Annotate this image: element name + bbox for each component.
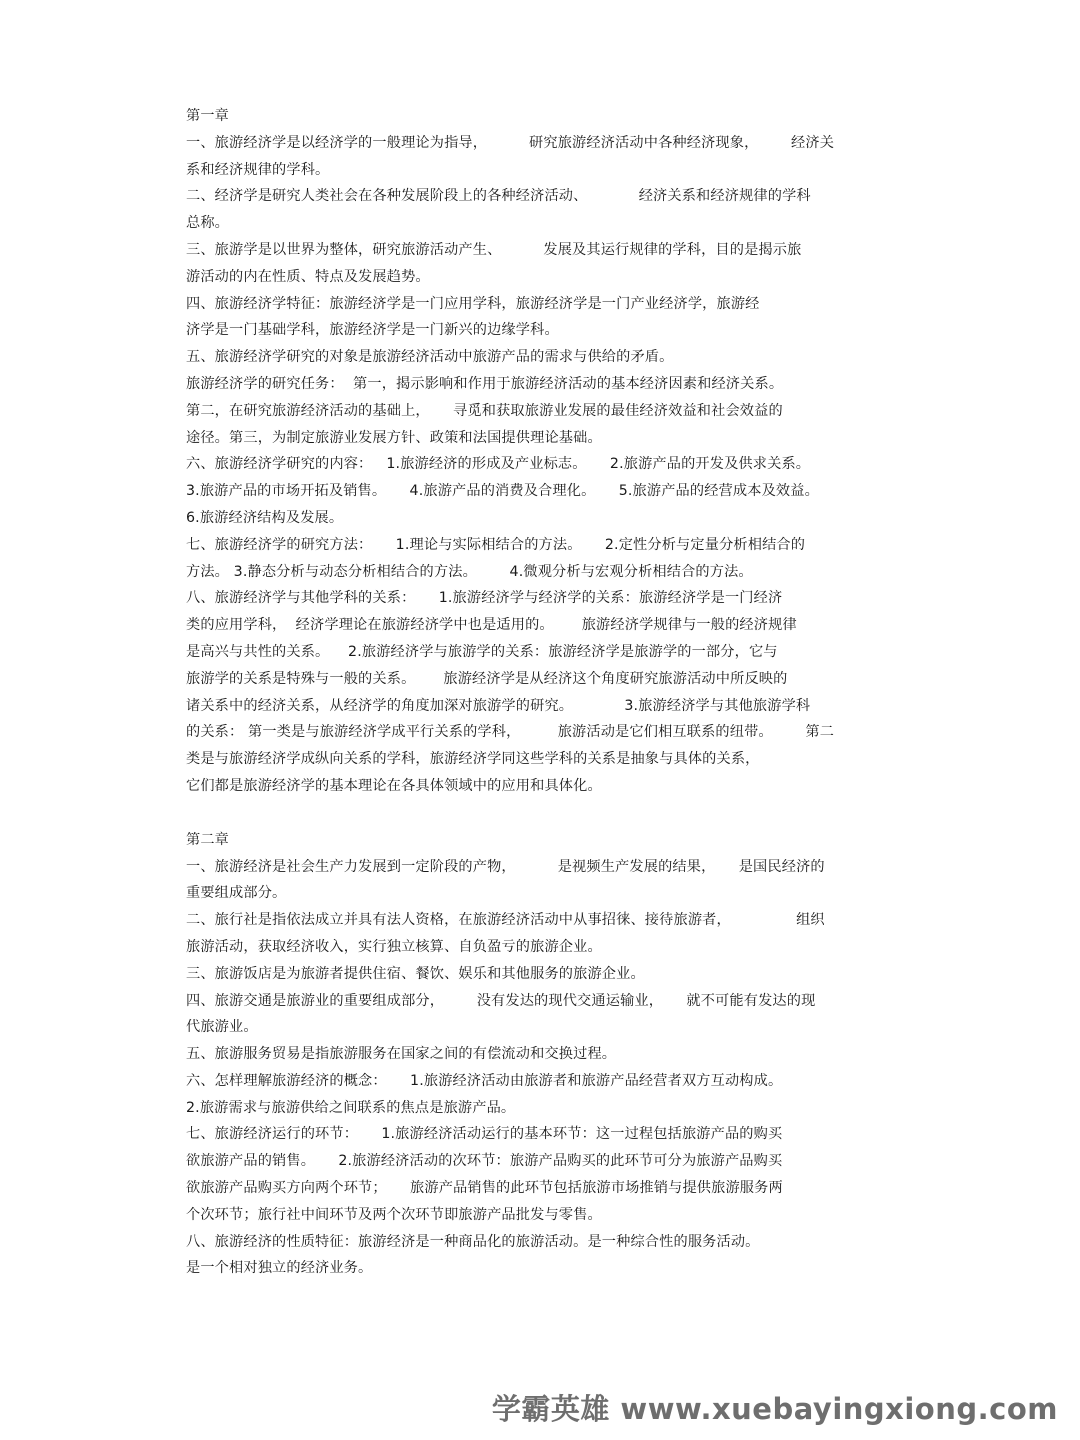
text-line: 济学是一门基础学科，旅游经济学是一门新兴的边缘学科。 bbox=[186, 322, 559, 339]
text-line: 第二，在研究旅游经济活动的基础上， 寻觅和获取旅游业发展的最佳经济效益和社会效益的 bbox=[186, 402, 783, 419]
text-line: 3.旅游产品的市场开拓及销售。 4.旅游产品的消费及合理化。 5.旅游产品的经营成本及效益。 bbox=[186, 483, 819, 500]
text-line: 八、旅游经济学与其他学科的关系： 1.旅游经济学与经济学的关系：旅游经济学是一门经济 bbox=[186, 590, 783, 607]
chapter-1-section bbox=[186, 103, 906, 800]
text-line: 二、旅行社是指依法成立并具有法人资格，在旅游经济活动中从事招徕、接待旅游者， 组织 bbox=[186, 912, 825, 929]
text-line: 三、旅游学是以世界为整体，研究旅游活动产生、 发展及其运行规律的学科，目的是揭示旅 bbox=[186, 241, 802, 258]
text-line: 它们都是旅游经济学的基本理论在各具体领域中的应用和具体化。 bbox=[186, 777, 602, 794]
chapter-2-title: 第二章 bbox=[186, 831, 230, 848]
text-line: 旅游活动，获取经济收入，实行独立核算、自负盈亏的旅游企业。 bbox=[186, 938, 602, 955]
text-line: 是高兴与共性的关系。 2.旅游经济学与旅游学的关系：旅游经济学是旅游学的一部分，它与 bbox=[186, 643, 778, 660]
text-line: 八、旅游经济的性质特征：旅游经济是一种商品化的旅游活动。是一种综合性的服务活动。 bbox=[186, 1233, 760, 1250]
text-line: 一、旅游经济是社会生产力发展到一定阶段的产物， 是视频生产发展的结果， 是国民经济的 bbox=[186, 858, 825, 875]
text-line: 类是与旅游经济学成纵向关系的学科，旅游经济学同这些学科的关系是抽象与具体的关系， bbox=[186, 751, 760, 768]
text-line: 代旅游业。 bbox=[186, 1019, 258, 1036]
text-line: 系和经济规律的学科。 bbox=[186, 161, 330, 178]
site-watermark: 学霸英雄 www.xuebayingxiong.com bbox=[491, 1392, 1058, 1426]
text-line: 二、经济学是研究人类社会在各种发展阶段上的各种经济活动、 经济关系和经济规律的学科 bbox=[186, 188, 811, 205]
text-line: 欲旅游产品购买方向两个环节； 旅游产品销售的此环节包括旅游市场推销与提供旅游服务两 bbox=[186, 1180, 783, 1197]
text-line: 五、旅游经济学研究的对象是旅游经济活动中旅游产品的需求与供给的矛盾。 bbox=[186, 349, 674, 366]
text-line: 欲旅游产品的销售。 2.旅游经济活动的次环节：旅游产品购买的此环节可分为旅游产品购买 bbox=[186, 1153, 783, 1170]
chapter-1-title: 第一章 bbox=[186, 108, 230, 124]
text-line: 的关系： 第一类是与旅游经济学成平行关系的学科， 旅游活动是它们相互联系的纽带。 第二 bbox=[186, 724, 835, 741]
document-page bbox=[186, 103, 906, 1282]
text-line: 6.旅游经济结构及发展。 bbox=[186, 509, 344, 526]
chapter-1-body bbox=[186, 130, 906, 800]
chapter-2-section bbox=[186, 827, 906, 1283]
text-line: 重要组成部分。 bbox=[186, 885, 287, 902]
text-line: 三、旅游饭店是为旅游者提供住宿、餐饮、娱乐和其他服务的旅游企业。 bbox=[186, 965, 645, 982]
chapter-2-body bbox=[186, 854, 906, 1283]
text-line: 途径。第三，为制定旅游业发展方针、政策和法国提供理论基础。 bbox=[186, 429, 602, 446]
text-line: 六、旅游经济学研究的内容： 1.旅游经济的形成及产业标志。 2.旅游产品的开发及供求关系。 bbox=[186, 456, 811, 473]
text-line: 七、旅游经济学的研究方法： 1.理论与实际相结合的方法。 2.定性分析与定量分析相结合的 bbox=[186, 536, 806, 553]
text-line: 四、旅游经济学特征：旅游经济学是一门应用学科，旅游经济学是一门产业经济学，旅游经 bbox=[186, 295, 760, 312]
text-line: 2.旅游需求与旅游供给之间联系的焦点是旅游产品。 bbox=[186, 1099, 516, 1116]
text-line: 诸关系中的经济关系，从经济学的角度加深对旅游学的研究。 3.旅游经济学与其他旅游学科 bbox=[186, 697, 811, 714]
text-line: 是一个相对独立的经济业务。 bbox=[186, 1260, 373, 1277]
text-line: 七、旅游经济运行的环节： 1.旅游经济活动运行的基本环节：这一过程包括旅游产品的购买 bbox=[186, 1126, 783, 1143]
text-line: 游活动的内在性质、特点及发展趋势。 bbox=[186, 268, 430, 285]
text-line: 六、怎样理解旅游经济的概念： 1.旅游经济活动由旅游者和旅游产品经营者双方互动构成。 bbox=[186, 1072, 783, 1089]
text-line: 一、旅游经济学是以经济学的一般理论为指导， 研究旅游经济活动中各种经济现象， 经济关 bbox=[186, 134, 835, 151]
text-line: 旅游学的关系是特殊与一般的关系。 旅游经济学是从经济这个角度研究旅游活动中所反映的 bbox=[186, 670, 788, 687]
text-line: 旅游经济学的研究任务： 第一，揭示影响和作用于旅游经济活动的基本经济因素和经济关系。 bbox=[186, 375, 784, 392]
text-line: 四、旅游交通是旅游业的重要组成部分， 没有发达的现代交通运输业， 就不可能有发达的现 bbox=[186, 992, 816, 1009]
text-line: 总称。 bbox=[186, 215, 230, 232]
text-line: 方法。 3.静态分析与动态分析相结合的方法。 4.微观分析与宏观分析相结合的方法。 bbox=[186, 563, 753, 580]
text-line: 五、旅游服务贸易是指旅游服务在国家之间的有偿流动和交换过程。 bbox=[186, 1046, 617, 1063]
text-line: 类的应用学科， 经济学理论在旅游经济学中也是适用的。 旅游经济学规律与一般的经济规律 bbox=[186, 617, 797, 634]
text-line: 个次环节；旅行社中间环节及两个次环节即旅游产品批发与零售。 bbox=[186, 1206, 602, 1223]
